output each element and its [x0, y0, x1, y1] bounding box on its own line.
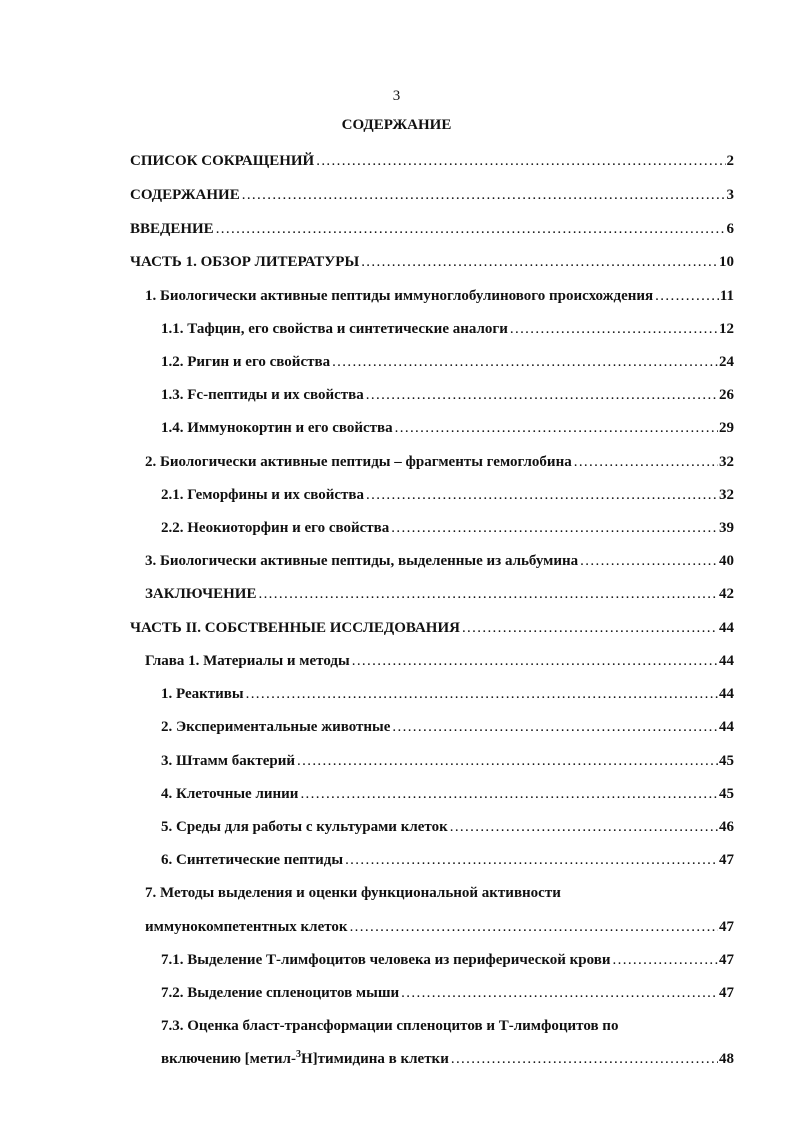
toc-entry-title: 1. Реактивы: [161, 686, 244, 702]
toc-entry[interactable]: [145, 287, 734, 305]
dot-leader: [332, 353, 718, 371]
dot-leader: [510, 320, 718, 338]
toc-entry-title: иммунокомпетентных клеток: [145, 919, 348, 935]
toc-entry[interactable]: [161, 519, 734, 537]
toc-entry[interactable]: [161, 1050, 734, 1068]
toc-entry-page: 3: [726, 187, 734, 203]
toc-entry-title: 2.2. Неокиоторфин и его свойства: [161, 520, 390, 536]
toc-entry-page: 26: [719, 387, 734, 403]
toc-entry[interactable]: [130, 619, 734, 637]
toc-entry-page: 44: [719, 719, 734, 735]
toc-entry-title-line[interactable]: 7. Методы выделения и оценки функциональной активности: [145, 885, 561, 901]
toc-entry[interactable]: [161, 685, 734, 703]
toc-entry-page: 46: [719, 819, 734, 835]
toc-entry-page: 47: [719, 952, 734, 968]
toc-entry-page: 45: [719, 753, 734, 769]
toc-entry-title: Глава 1. Материалы и методы: [145, 653, 350, 669]
dot-leader: [216, 220, 726, 238]
dot-leader: [613, 951, 718, 969]
dot-leader: [246, 685, 718, 703]
dot-leader: [366, 386, 718, 404]
dot-leader: [574, 453, 718, 471]
toc-entry[interactable]: [161, 486, 734, 504]
toc-entry-page: 44: [719, 653, 734, 669]
toc-entry[interactable]: [161, 353, 734, 371]
toc-entry-title: 4. Клеточные линии: [161, 786, 299, 802]
toc-entry-title: 1.4. Иммунокортин и его свойства: [161, 420, 393, 436]
dot-leader: [361, 253, 718, 271]
toc-entry-page: 12: [719, 321, 734, 337]
toc-entry-title: СОДЕРЖАНИЕ: [130, 187, 240, 203]
toc-entry-title: ВВЕДЕНИЕ: [130, 221, 214, 237]
toc-entry[interactable]: [145, 585, 734, 603]
toc-entry[interactable]: [130, 186, 734, 204]
toc-entry-page: 40: [719, 553, 734, 569]
dot-leader: [366, 486, 718, 504]
dot-leader: [352, 652, 718, 670]
title-part: Н]тимидина в клетки: [300, 1051, 449, 1067]
toc-entry-page: 47: [719, 985, 734, 1001]
toc-entry-page: 2: [726, 153, 734, 169]
toc-entry-page: 6: [726, 221, 734, 237]
toc-entry-title: 3. Штамм бактерий: [161, 753, 296, 769]
dot-leader: [350, 918, 718, 936]
toc-entry-title: ЧАСТЬ 1. ОБЗОР ЛИТЕРАТУРЫ: [130, 254, 360, 270]
toc-entry-page: 42: [719, 586, 734, 602]
dot-leader: [462, 619, 718, 637]
superscript: 3: [295, 1049, 301, 1060]
toc-entry-title: 2. Экспериментальные животные: [161, 719, 391, 735]
toc-entry[interactable]: [161, 851, 734, 869]
toc-entry[interactable]: [161, 419, 734, 437]
toc-entry-page: 45: [719, 786, 734, 802]
dot-leader: [345, 851, 718, 869]
toc-entry-title: 6. Синтетические пептиды: [161, 852, 344, 868]
toc-entry[interactable]: [145, 652, 734, 670]
toc-entry-title: 1.2. Ригин и его свойства: [161, 354, 331, 370]
toc-entry-page: 32: [719, 487, 734, 503]
toc-entry[interactable]: [161, 386, 734, 404]
toc-entry-title: ЗАКЛЮЧЕНИЕ: [145, 586, 257, 602]
toc-entry-title: ЧАСТЬ II. СОБСТВЕННЫЕ ИССЛЕДОВАНИЯ: [130, 620, 460, 636]
toc-entry-page: 44: [719, 620, 734, 636]
toc-entry-title: 7.1. Выделение Т-лимфоцитов человека из периферической крови: [161, 952, 611, 968]
toc-entry[interactable]: [161, 320, 734, 338]
toc-entry-page: 47: [719, 852, 734, 868]
toc-entry-title-line[interactable]: 7.3. Оценка бласт-трансформации спленоцитов и Т-лимфоцитов по: [161, 1018, 619, 1034]
toc-entry-title: 7.2. Выделение спленоцитов мыши: [161, 985, 400, 1001]
toc-entry-page: 44: [719, 686, 734, 702]
dot-leader: [450, 818, 718, 836]
toc-entry[interactable]: [145, 552, 734, 570]
toc-entry[interactable]: [130, 253, 734, 271]
toc-entry[interactable]: [161, 752, 734, 770]
page-number: 3: [392, 88, 401, 104]
dot-leader: [297, 752, 718, 770]
toc-entry-title: 1.1. Тафцин, его свойства и синтетические аналоги: [161, 321, 508, 337]
dot-leader: [258, 585, 718, 603]
toc-entry-page: 10: [719, 254, 734, 270]
toc-entry[interactable]: [161, 984, 734, 1002]
title-part: включению [метил-: [161, 1051, 296, 1067]
dot-leader: [300, 785, 718, 803]
dot-leader: [242, 186, 726, 204]
toc-entry[interactable]: [161, 818, 734, 836]
toc-entry-page: 47: [719, 919, 734, 935]
toc-entry-title: 2. Биологически активные пептиды – фрагменты гемоглобина: [145, 454, 572, 470]
dot-leader: [391, 519, 718, 537]
dot-leader: [655, 287, 719, 305]
toc-entry[interactable]: [130, 152, 734, 170]
toc-entry-page: 29: [719, 420, 734, 436]
toc-entry-page: 32: [719, 454, 734, 470]
toc-entry-page: 24: [719, 354, 734, 370]
toc-entry[interactable]: [161, 951, 734, 969]
toc-entry[interactable]: [130, 220, 734, 238]
toc-entry-title: СПИСОК СОКРАЩЕНИЙ: [130, 153, 315, 169]
page-title: СОДЕРЖАНИЕ: [341, 117, 452, 133]
toc-entry-title: 1. Биологически активные пептиды иммуноглобулинового происхождения: [145, 288, 654, 304]
toc-entry-title: 1.3. Fc-пептиды и их свойства: [161, 387, 364, 403]
toc-entry[interactable]: [161, 785, 734, 803]
toc-entry-page: 11: [719, 288, 734, 304]
toc-entry-title: 5. Среды для работы с культурами клеток: [161, 819, 448, 835]
dot-leader: [580, 552, 718, 570]
toc-entry-title: [161, 1050, 449, 1068]
dot-leader: [316, 152, 725, 170]
toc-entry-page: 48: [719, 1051, 734, 1067]
toc-entry-title: 3. Биологически активные пептиды, выделенные из альбумина: [145, 553, 579, 569]
dot-leader: [392, 718, 718, 736]
toc-entry[interactable]: [145, 453, 734, 471]
toc-entry-title: 2.1. Геморфины и их свойства: [161, 487, 365, 503]
dot-leader: [395, 419, 718, 437]
dot-leader: [451, 1050, 718, 1068]
toc-entry[interactable]: [145, 918, 734, 936]
dot-leader: [401, 984, 718, 1002]
toc-entry-page: 39: [719, 520, 734, 536]
toc-entry[interactable]: [161, 718, 734, 736]
